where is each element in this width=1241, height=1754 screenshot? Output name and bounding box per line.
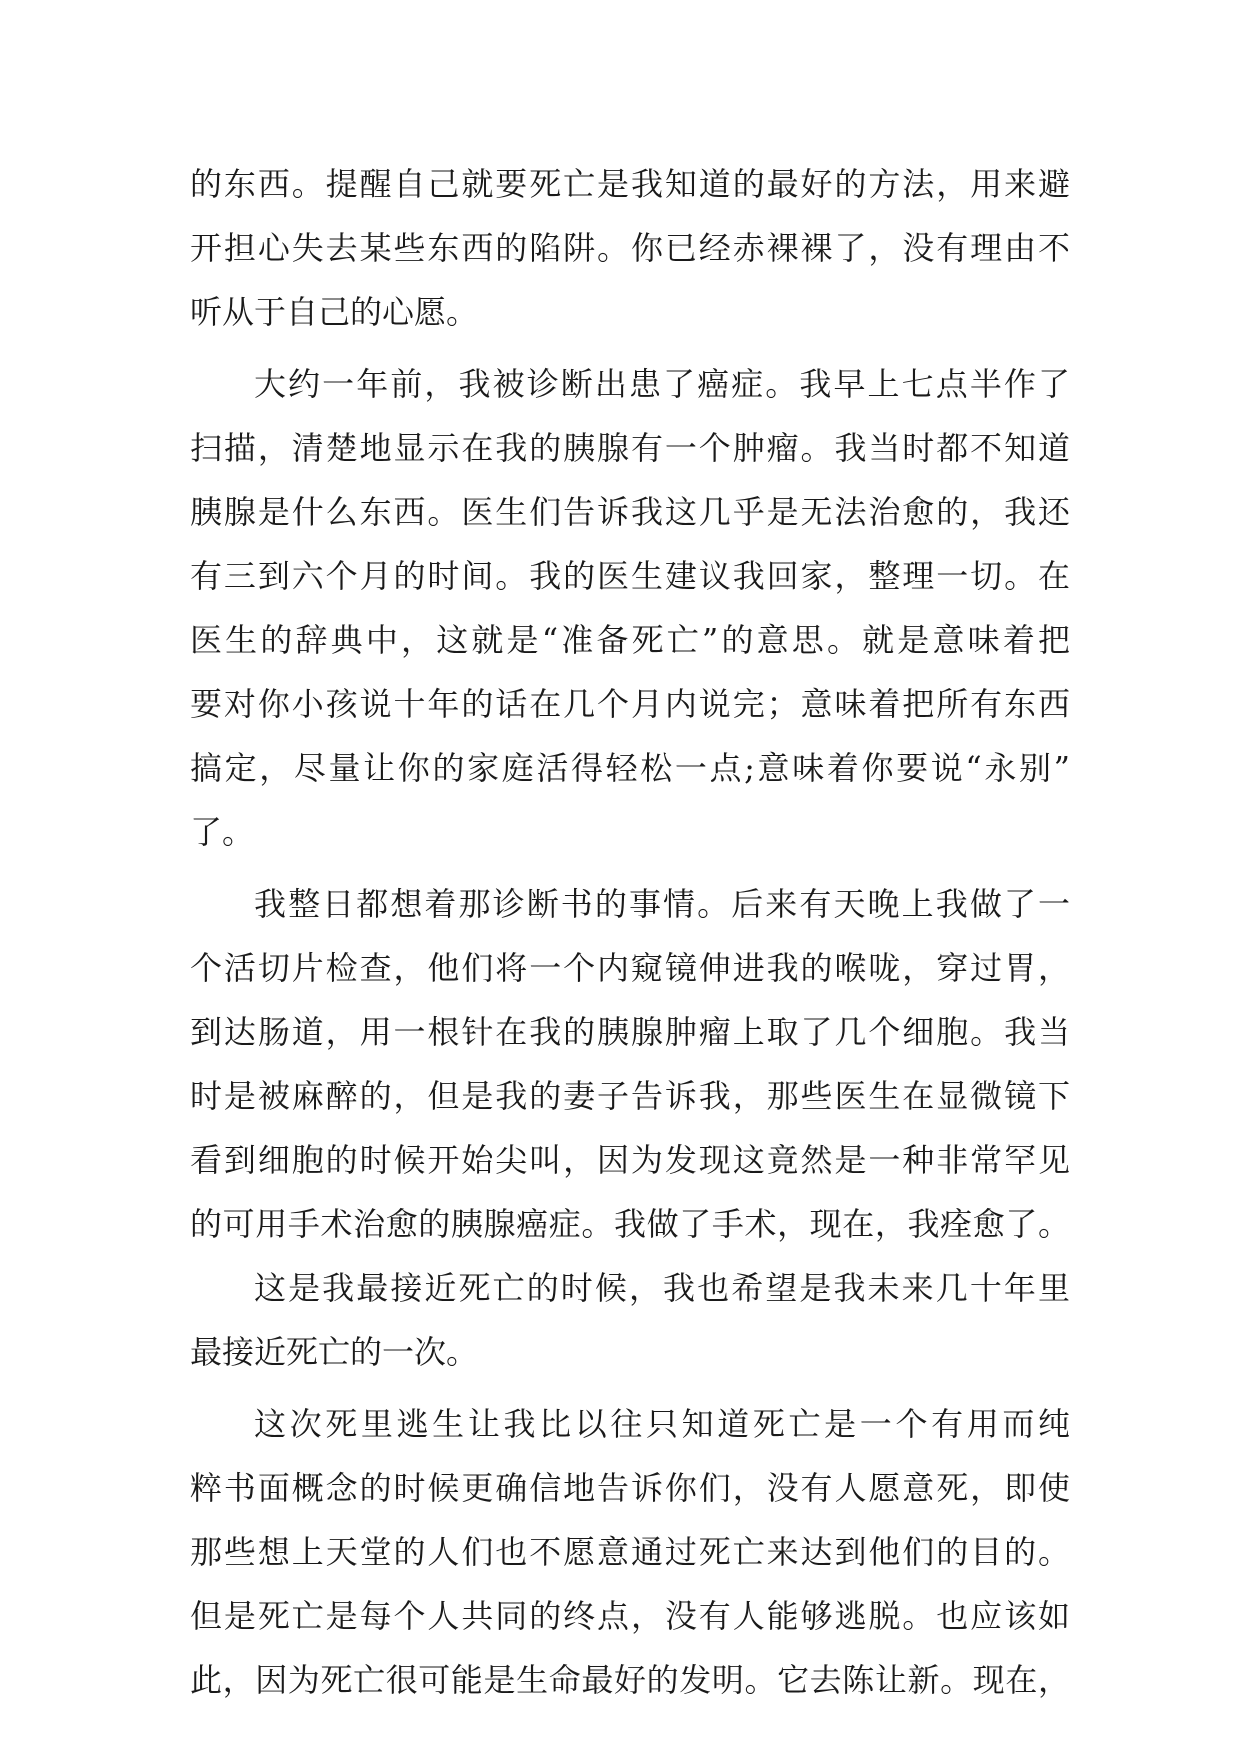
text-line: 到达肠道，用一根针在我的胰腺肿瘤上取了几个细胞。我当 bbox=[190, 1013, 1070, 1051]
paragraph-4 bbox=[190, 1256, 1070, 1384]
text-line: 胰腺是什么东西。医生们告诉我这几乎是无法治愈的，我还 bbox=[190, 493, 1070, 531]
text-line: 医生的辞典中，这就是“准备死亡”的意思。就是意味着把 bbox=[190, 621, 1070, 659]
paragraph-1 bbox=[190, 152, 1070, 344]
text-line: 但是死亡是每个人共同的终点，没有人能够逃脱。也应该如 bbox=[190, 1597, 1070, 1635]
text-line: 的可用手术治愈的胰腺癌症。我做了手术，现在，我痊愈了。 bbox=[190, 1205, 1070, 1243]
text-line: 此，因为死亡很可能是生命最好的发明。它去陈让新。现在， bbox=[190, 1661, 1070, 1699]
paragraph-3 bbox=[190, 872, 1070, 1256]
text-line: 那些想上天堂的人们也不愿意通过死亡来达到他们的目的。 bbox=[190, 1533, 1070, 1571]
text-line: 个活切片检查，他们将一个内窥镜伸进我的喉咙，穿过胃， bbox=[190, 949, 1070, 987]
text-line: 大约一年前，我被诊断出患了癌症。我早上七点半作了 bbox=[254, 365, 1070, 403]
paragraph-2 bbox=[190, 352, 1070, 864]
text-line: 最接近死亡的一次。 bbox=[190, 1333, 479, 1371]
text-line: 了。 bbox=[190, 813, 255, 851]
text-line: 听从于自己的心愿。 bbox=[190, 293, 479, 331]
text-line: 扫描，清楚地显示在我的胰腺有一个肿瘤。我当时都不知道 bbox=[190, 429, 1070, 467]
text-line: 有三到六个月的时间。我的医生建议我回家，整理一切。在 bbox=[190, 557, 1070, 595]
text-line: 我整日都想着那诊断书的事情。后来有天晚上我做了一 bbox=[254, 885, 1070, 923]
text-line: 搞定，尽量让你的家庭活得轻松一点;意味着你要说“永别” bbox=[190, 749, 1070, 787]
text-line: 看到细胞的时候开始尖叫，因为发现这竟然是一种非常罕见 bbox=[190, 1141, 1070, 1179]
paragraph-5 bbox=[190, 1392, 1070, 1712]
text-line: 要对你小孩说十年的话在几个月内说完；意味着把所有东西 bbox=[190, 685, 1070, 723]
text-line: 这是我最接近死亡的时候，我也希望是我未来几十年里 bbox=[254, 1269, 1070, 1307]
text-line: 时是被麻醉的，但是我的妻子告诉我，那些医生在显微镜下 bbox=[190, 1077, 1070, 1115]
text-line: 的东西。提醒自己就要死亡是我知道的最好的方法，用来避 bbox=[190, 165, 1070, 203]
body-text bbox=[190, 152, 1070, 1712]
text-line: 开担心失去某些东西的陷阱。你已经赤裸裸了，没有理由不 bbox=[190, 229, 1070, 267]
text-line: 这次死里逃生让我比以往只知道死亡是一个有用而纯 bbox=[254, 1405, 1070, 1443]
text-line: 粹书面概念的时候更确信地告诉你们，没有人愿意死，即使 bbox=[190, 1469, 1070, 1507]
